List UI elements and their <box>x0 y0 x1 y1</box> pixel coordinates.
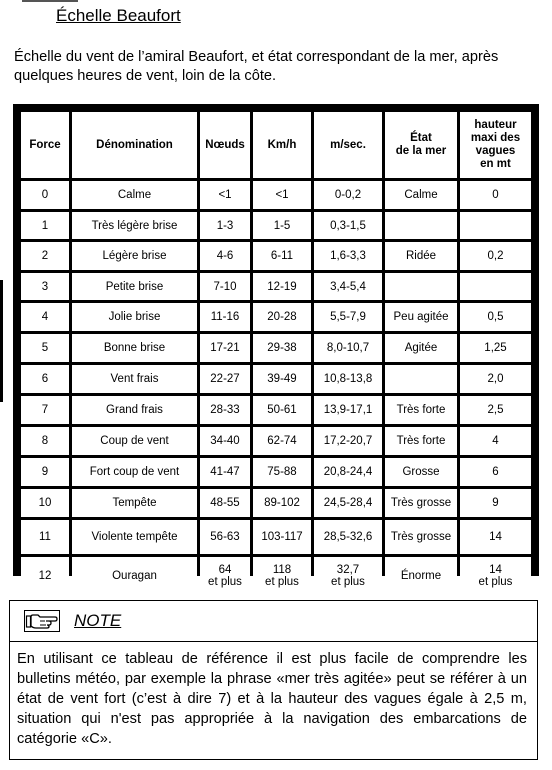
note-header <box>10 601 537 642</box>
table-row <box>21 273 531 300</box>
table-cell-denomination: Tempête <box>72 489 197 517</box>
table-cell-etat-mer: Ridée <box>385 242 457 270</box>
table-cell-noeuds: 11-16 <box>200 303 250 331</box>
table-row <box>21 489 531 517</box>
table-cell-hauteur-vagues: 1,25 <box>460 334 531 362</box>
table-cell-force: 6 <box>21 365 69 393</box>
table-row <box>21 181 531 209</box>
table-cell-hauteur-vagues: 0,5 <box>460 303 531 331</box>
table-cell-etat-mer: Peu agitée <box>385 303 457 331</box>
pointing-hand-icon <box>24 610 60 632</box>
table-cell-noeuds: 22-27 <box>200 365 250 393</box>
table-row <box>21 557 531 595</box>
table-cell-hauteur-vagues: 9 <box>460 489 531 517</box>
table-cell-denomination: Violente tempête <box>72 520 197 554</box>
note-text: En utilisant ce tableau de référence il est plus facile de comprendre les bulletins météo, par exemple la phrase «mer très agitée» peut se référer à un état de vent fort (c’est à dire 7) et à la hauteur des vagues égale à 2,5 m, situation qui n'est pas appropriée à la navigation des embarcations de catégorie «C». <box>17 651 527 747</box>
table-cell-force: 4 <box>21 303 69 331</box>
table-cell-kmh: 39-49 <box>253 365 311 393</box>
table-cell-kmh: 75-88 <box>253 458 311 486</box>
table-row <box>21 334 531 362</box>
table-cell-denomination: Très légère brise <box>72 212 197 239</box>
table-cell-denomination: Vent frais <box>72 365 197 393</box>
table-row <box>21 427 531 455</box>
column-header-etat-mer: État de la mer <box>385 112 457 178</box>
table-row <box>21 520 531 554</box>
table-cell-noeuds: 7-10 <box>200 273 250 300</box>
table-cell-force: 11 <box>21 520 69 554</box>
table-cell-kmh: 20-28 <box>253 303 311 331</box>
table-cell-hauteur-vagues: 2,5 <box>460 396 531 424</box>
table-cell-kmh: <1 <box>253 181 311 209</box>
table-cell-kmh: 118 et plus <box>253 557 311 595</box>
table-cell-force: 0 <box>21 181 69 209</box>
column-header-hauteur-vagues: hauteur maxi des vagues en mt <box>460 112 531 178</box>
note-box <box>9 600 538 760</box>
table-cell-kmh: 29-38 <box>253 334 311 362</box>
top-rule <box>22 0 78 2</box>
table-cell-kmh: 50-61 <box>253 396 311 424</box>
table-cell-denomination: Grand frais <box>72 396 197 424</box>
column-header-kmh: Km/h <box>253 112 311 178</box>
table-cell-msec: 5,5-7,9 <box>314 303 382 331</box>
table-cell-force: 1 <box>21 212 69 239</box>
table-cell-msec: 0,3-1,5 <box>314 212 382 239</box>
table-cell-noeuds: 34-40 <box>200 427 250 455</box>
table-cell-etat-mer: Très forte <box>385 427 457 455</box>
table-cell-msec: 24,5-28,4 <box>314 489 382 517</box>
table-cell-msec: 1,6-3,3 <box>314 242 382 270</box>
table-cell-etat-mer <box>385 273 457 300</box>
table-cell-noeuds: 64 et plus <box>200 557 250 595</box>
table-cell-msec: 10,8-13,8 <box>314 365 382 393</box>
margin-bar <box>0 280 3 402</box>
table-cell-hauteur-vagues <box>460 212 531 239</box>
table-cell-etat-mer: Grosse <box>385 458 457 486</box>
table-cell-denomination: Petite brise <box>72 273 197 300</box>
table-cell-msec: 20,8-24,4 <box>314 458 382 486</box>
table-cell-noeuds: 41-47 <box>200 458 250 486</box>
column-header-noeuds: Nœuds <box>200 112 250 178</box>
table-cell-noeuds: 56-63 <box>200 520 250 554</box>
table-cell-msec: 28,5-32,6 <box>314 520 382 554</box>
table-row <box>21 458 531 486</box>
table-cell-msec: 3,4-5,4 <box>314 273 382 300</box>
table-cell-force: 5 <box>21 334 69 362</box>
table-cell-etat-mer <box>385 212 457 239</box>
table-cell-force: 9 <box>21 458 69 486</box>
table-cell-force: 7 <box>21 396 69 424</box>
table-cell-kmh: 62-74 <box>253 427 311 455</box>
table-cell-hauteur-vagues: 0 <box>460 181 531 209</box>
table-row <box>21 365 531 393</box>
table-cell-msec: 8,0-10,7 <box>314 334 382 362</box>
table-cell-force: 10 <box>21 489 69 517</box>
table-cell-noeuds: <1 <box>200 181 250 209</box>
table-cell-hauteur-vagues: 14 <box>460 520 531 554</box>
table-row <box>21 212 531 239</box>
table-cell-etat-mer: Très grosse <box>385 520 457 554</box>
table-cell-denomination: Bonne brise <box>72 334 197 362</box>
table-cell-msec: 13,9-17,1 <box>314 396 382 424</box>
table-cell-kmh: 103-117 <box>253 520 311 554</box>
table-cell-denomination: Calme <box>72 181 197 209</box>
table-cell-noeuds: 48-55 <box>200 489 250 517</box>
table-cell-etat-mer: Calme <box>385 181 457 209</box>
column-header-denomination: Dénomination <box>72 112 197 178</box>
table-cell-etat-mer: Énorme <box>385 557 457 595</box>
table-cell-hauteur-vagues: 2,0 <box>460 365 531 393</box>
table-header-row <box>21 112 531 178</box>
table-cell-etat-mer <box>385 365 457 393</box>
beaufort-table <box>18 109 534 598</box>
table-cell-hauteur-vagues: 14 et plus <box>460 557 531 595</box>
table-cell-force: 8 <box>21 427 69 455</box>
column-header-force: Force <box>21 112 69 178</box>
table-cell-kmh: 6-11 <box>253 242 311 270</box>
table-cell-denomination: Ouragan <box>72 557 197 595</box>
table-cell-force: 2 <box>21 242 69 270</box>
table-row <box>21 303 531 331</box>
table-cell-denomination: Fort coup de vent <box>72 458 197 486</box>
table-cell-kmh: 1-5 <box>253 212 311 239</box>
table-cell-denomination: Jolie brise <box>72 303 197 331</box>
table-cell-force: 3 <box>21 273 69 300</box>
beaufort-table-frame <box>13 104 539 588</box>
table-cell-etat-mer: Très grosse <box>385 489 457 517</box>
table-cell-kmh: 89-102 <box>253 489 311 517</box>
table-cell-noeuds: 17-21 <box>200 334 250 362</box>
table-cell-hauteur-vagues: 4 <box>460 427 531 455</box>
table-cell-noeuds: 4-6 <box>200 242 250 270</box>
table-cell-force: 12 <box>21 557 69 595</box>
column-header-msec: m/sec. <box>314 112 382 178</box>
page-title: Échelle Beaufort <box>56 6 181 25</box>
table-cell-hauteur-vagues <box>460 273 531 300</box>
table-cell-hauteur-vagues: 0,2 <box>460 242 531 270</box>
table-cell-etat-mer: Très forte <box>385 396 457 424</box>
intro-paragraph: Échelle du vent de l’amiral Beaufort, et état correspondant de la mer, après quelques heures de vent, loin de la côte. <box>14 49 499 84</box>
note-title: NOTE <box>74 611 122 630</box>
table-cell-denomination: Légère brise <box>72 242 197 270</box>
table-row <box>21 242 531 270</box>
table-row <box>21 396 531 424</box>
table-cell-hauteur-vagues: 6 <box>460 458 531 486</box>
table-cell-etat-mer: Agitée <box>385 334 457 362</box>
table-cell-msec: 0-0,2 <box>314 181 382 209</box>
table-cell-noeuds: 1-3 <box>200 212 250 239</box>
table-cell-denomination: Coup de vent <box>72 427 197 455</box>
table-cell-noeuds: 28-33 <box>200 396 250 424</box>
table-cell-msec: 17,2-20,7 <box>314 427 382 455</box>
table-cell-msec: 32,7 et plus <box>314 557 382 595</box>
table-cell-kmh: 12-19 <box>253 273 311 300</box>
